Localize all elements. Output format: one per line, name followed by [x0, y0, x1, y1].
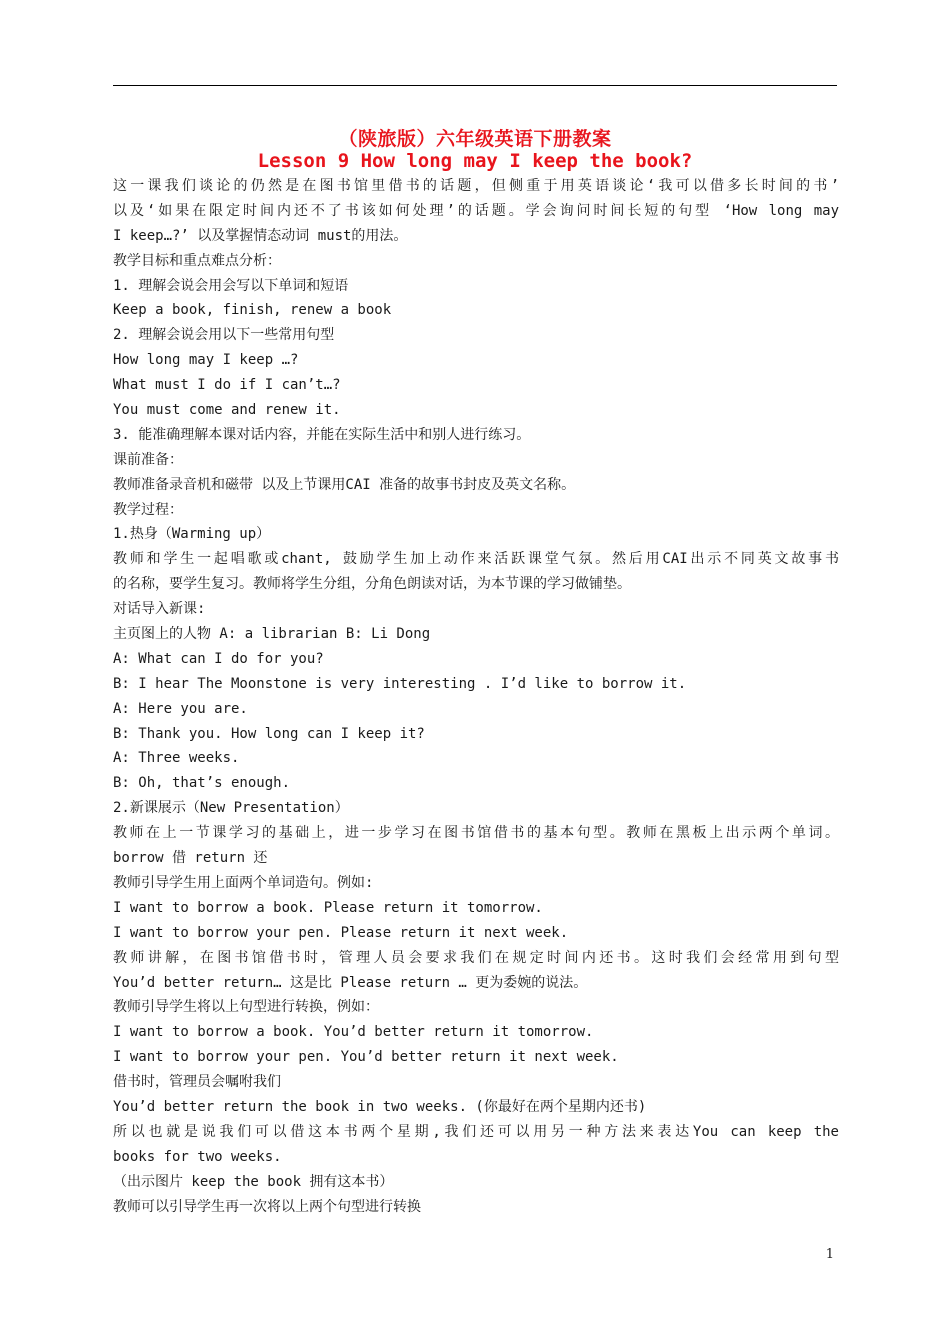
text-line: A: Three weeks.	[113, 750, 240, 767]
text-line: 教学过程：	[113, 501, 183, 518]
text-line: borrow 借 return 还	[113, 850, 268, 867]
text-line: 这一课我们谈论的仍然是在图书馆里借书的话题，但侧重于用英语谈论‘我可以借多长时间的书’	[113, 178, 839, 194]
text-line: 2. 理解会说会用以下一些常用句型	[113, 327, 335, 344]
text-line: B: Thank you. How long can I keep it?	[113, 725, 425, 742]
text-line: B: Oh, that’s enough.	[113, 775, 291, 792]
text-line: A: Here you are.	[113, 700, 248, 717]
text-line: 以及‘如果在限定时间内还不了书该如何处理’的话题。学会询问时间长短的句型 ‘How long may	[113, 202, 839, 219]
text-line: books for two weeks.	[113, 1148, 282, 1165]
text-line: A: What can I do for you?	[113, 650, 324, 667]
text-line: How long may I keep …?	[113, 352, 299, 369]
text-line: 教师和学生一起唱歌或chant, 鼓励学生加上动作来活跃课堂气氛。然后用CAI出示不同英文故事书	[113, 551, 839, 568]
text-line: 3. 能准确理解本课对话内容，并能在实际生活中和别人进行练习。	[113, 426, 531, 443]
text-line: 的名称，要学生复习。教师将学生分组，分角色朗读对话，为本节课的学习做铺垫。	[113, 576, 631, 593]
page-title-chinese: （陕旅版）六年级英语下册教案	[338, 128, 612, 150]
text-line: 2.新课展示（New Presentation）	[113, 800, 349, 817]
text-line: B: I hear The Moonstone is very interesting . I’d like to borrow it.	[113, 675, 687, 692]
header-rule	[113, 85, 837, 86]
text-line: You must come and renew it.	[113, 402, 341, 419]
text-line: 教师准备录音机和磁带 以及上节课用CAI 准备的故事书封皮及英文名称。	[113, 476, 576, 493]
text-line: 1. 理解会说会用会写以下单词和短语	[113, 277, 349, 294]
page-number: 1	[825, 1247, 834, 1262]
page-title-english: Lesson 9 How long may I keep the book?	[257, 150, 693, 172]
text-line: I want to borrow your pen. Please return it next week.	[113, 924, 569, 941]
document-body	[113, 174, 839, 1219]
text-line: 教学目标和重点难点分析：	[113, 252, 281, 269]
text-line: I want to borrow your pen. You’d better return it next week.	[113, 1049, 619, 1066]
text-line: 教师引导学生用上面两个单词造句。例如:	[113, 874, 374, 891]
text-line: 1.热身（Warming up）	[113, 526, 271, 543]
text-line: （出示图片 keep the book 拥有这本书）	[113, 1173, 394, 1190]
text-line: You’d better return… 这是比 Please return … 更为委婉的说法。	[113, 974, 588, 991]
text-line: You’d better return the book in two weeks. (你最好在两个星期内还书)	[113, 1098, 647, 1115]
text-line: 课前准备：	[113, 451, 183, 468]
text-line: 教师可以引导学生再一次将以上两个句型进行转换	[113, 1198, 421, 1215]
text-line: I want to borrow a book. You’d better return it tomorrow.	[113, 1024, 594, 1041]
text-line: Keep a book, finish, renew a book	[113, 302, 392, 319]
text-line: I keep…?’ 以及掌握情态动词 must的用法。	[113, 227, 408, 244]
text-line: 教师在上一节课学习的基础上，进一步学习在图书馆借书的基本句型。教师在黑板上出示两个单词。	[113, 825, 839, 842]
text-line: 教师讲解，在图书馆借书时，管理人员会要求我们在规定时间内还书。这时我们会经常用到句型	[113, 949, 839, 966]
text-line: 对话导入新课:	[113, 601, 206, 618]
text-line: What must I do if I can’t…?	[113, 377, 341, 394]
text-line: 借书时，管理员会嘱咐我们	[113, 1074, 281, 1091]
text-line: 主页图上的人物 A: a librarian B: Li Dong	[113, 626, 431, 643]
text-line: 所以也就是说我们可以借这本书两个星期,我们还可以用另一种方法来表达You can keep the	[113, 1123, 839, 1140]
text-line: I want to borrow a book. Please return it tomorrow.	[113, 899, 543, 916]
text-line: 教师引导学生将以上句型进行转换，例如：	[113, 999, 379, 1016]
